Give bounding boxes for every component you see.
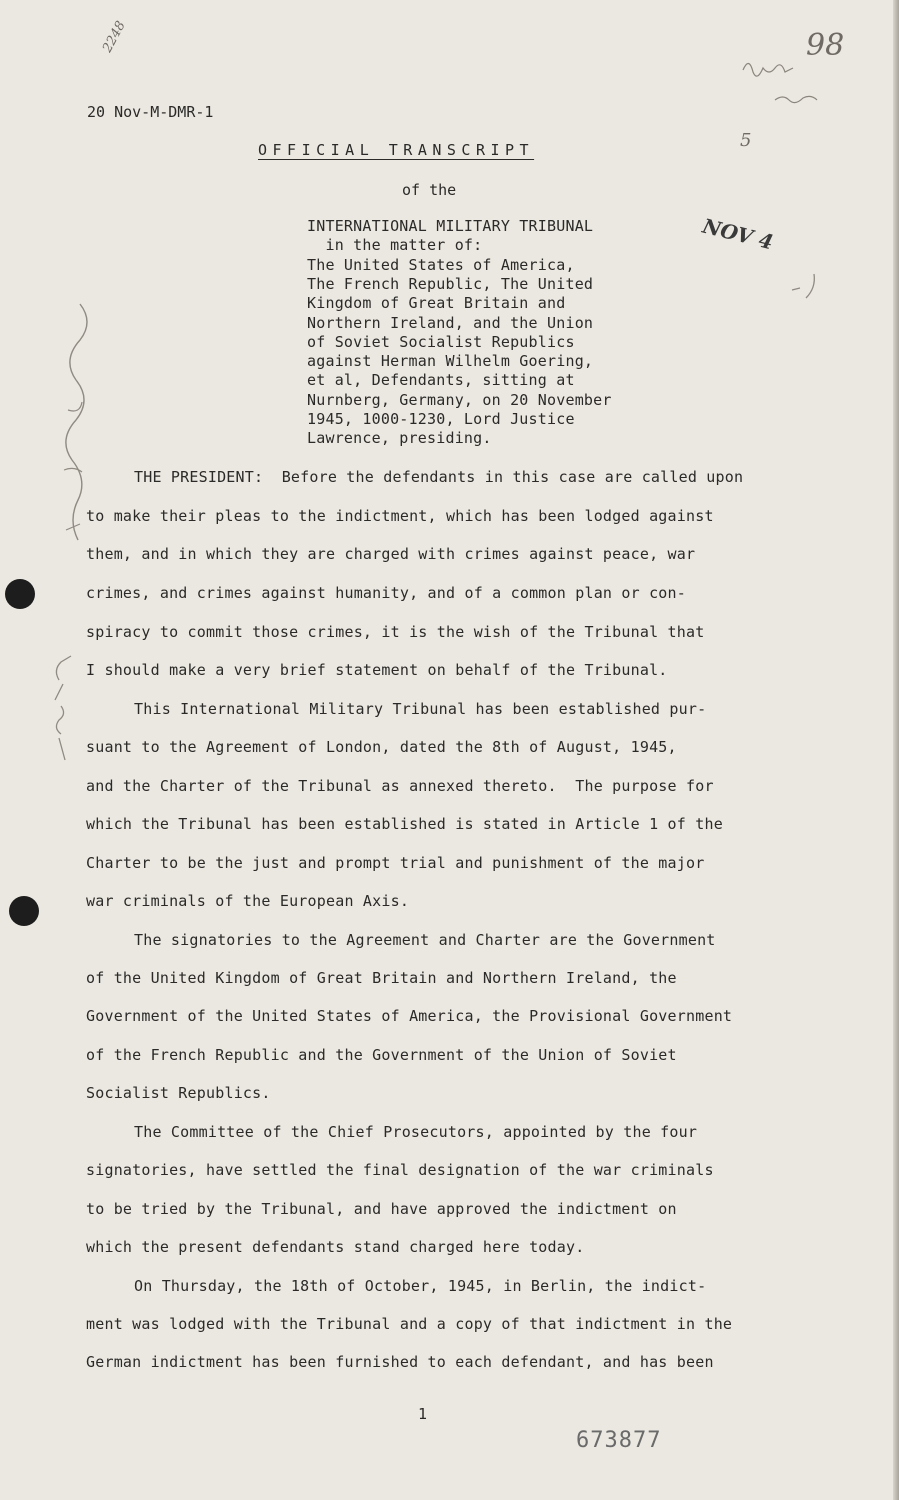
punch-hole-lower xyxy=(9,896,39,926)
caption-line: against Herman Wilhelm Goering, xyxy=(307,352,594,371)
caption-line: The French Republic, The United xyxy=(307,274,594,293)
caption-line: INTERNATIONAL MILITARY TRIBUNAL xyxy=(307,217,594,235)
body-line: of the French Republic and the Government of the Union of Soviet xyxy=(86,1046,677,1064)
caption-line: Nurnberg, Germany, on 20 November xyxy=(307,390,612,409)
serial-number: 673877 xyxy=(576,1428,662,1453)
handwritten-scribble-right xyxy=(735,50,855,140)
handwritten-page-mark: 5 xyxy=(740,130,752,151)
body-line: to make their pleas to the indictment, which has been lodged against xyxy=(86,507,714,525)
caption-line: Lawrence, presiding. xyxy=(307,429,492,448)
body-line: signatories, have settled the final designation of the war criminals xyxy=(86,1161,714,1179)
body-line: crimes, and crimes against humanity, and of a common plan or con- xyxy=(86,584,686,602)
page-number: 1 xyxy=(418,1405,428,1423)
body-line: which the present defendants stand charged here today. xyxy=(86,1238,585,1256)
body-line: I should make a very brief statement on behalf of the Tribunal. xyxy=(86,661,668,679)
punch-hole-upper xyxy=(5,579,35,609)
body-line: Government of the United States of America, the Provisional Government xyxy=(86,1007,733,1025)
caption-line: 1945, 1000-1230, Lord Justice xyxy=(307,410,575,428)
handwritten-tick-right xyxy=(788,268,828,308)
body-line: which the Tribunal has been established is stated in Article 1 of the xyxy=(86,815,723,833)
caption-line: Northern Ireland, and the Union xyxy=(307,313,594,332)
document-reference: 20 Nov-M-DMR-1 xyxy=(87,103,214,121)
caption-line: Kingdom of Great Britain and xyxy=(307,294,566,313)
received-date-stamp: NOV 4 xyxy=(700,213,776,255)
body-line: them, and in which they are charged with crimes against peace, war xyxy=(86,545,696,563)
body-line: Socialist Republics. xyxy=(86,1084,271,1102)
page-edge-shadow xyxy=(893,0,899,1500)
body-line: This International Military Tribunal has been established pur- xyxy=(134,700,707,718)
body-line: war criminals of the European Axis. xyxy=(86,892,410,910)
body-line: to be tried by the Tribunal, and have approved the indictment on xyxy=(86,1200,677,1218)
body-line: suant to the Agreement of London, dated the 8th of August, 1945, xyxy=(86,738,677,756)
body-line: of the United Kingdom of Great Britain and Northern Ireland, the xyxy=(86,969,677,987)
body-line: and the Charter of the Tribunal as annexed thereto. The purpose for xyxy=(86,777,714,795)
caption-line: of Soviet Socialist Republics xyxy=(307,332,575,351)
body-line: THE PRESIDENT: Before the defendants in this case are called upon xyxy=(134,468,744,486)
caption-line: in the matter of: xyxy=(307,236,483,255)
body-line: spiracy to commit those crimes, it is the wish of the Tribunal that xyxy=(86,623,705,641)
handwritten-folio-top-right: 98 xyxy=(806,28,845,63)
document-title: OFFICIAL TRANSCRIPT xyxy=(258,141,535,159)
document-subtitle: of the xyxy=(402,181,457,199)
body-line: The signatories to the Agreement and Charter are the Government xyxy=(134,931,716,949)
body-line: On Thursday, the 18th of October, 1945, in Berlin, the indict- xyxy=(134,1277,707,1295)
caption-line: The United States of America, xyxy=(307,255,575,274)
body-line: The Committee of the Chief Prosecutors, appointed by the four xyxy=(134,1123,698,1141)
handwritten-date-left-margin xyxy=(35,650,85,770)
body-line: Charter to be the just and prompt trial and punishment of the major xyxy=(86,854,705,872)
handwritten-number-top-left: 2248 xyxy=(100,18,129,56)
body-line: ment was lodged with the Tribunal and a copy of that indictment in the xyxy=(86,1315,733,1333)
body-line: German indictment has been furnished to each defendant, and has been xyxy=(86,1353,714,1371)
caption-line: et al, Defendants, sitting at xyxy=(307,371,575,390)
